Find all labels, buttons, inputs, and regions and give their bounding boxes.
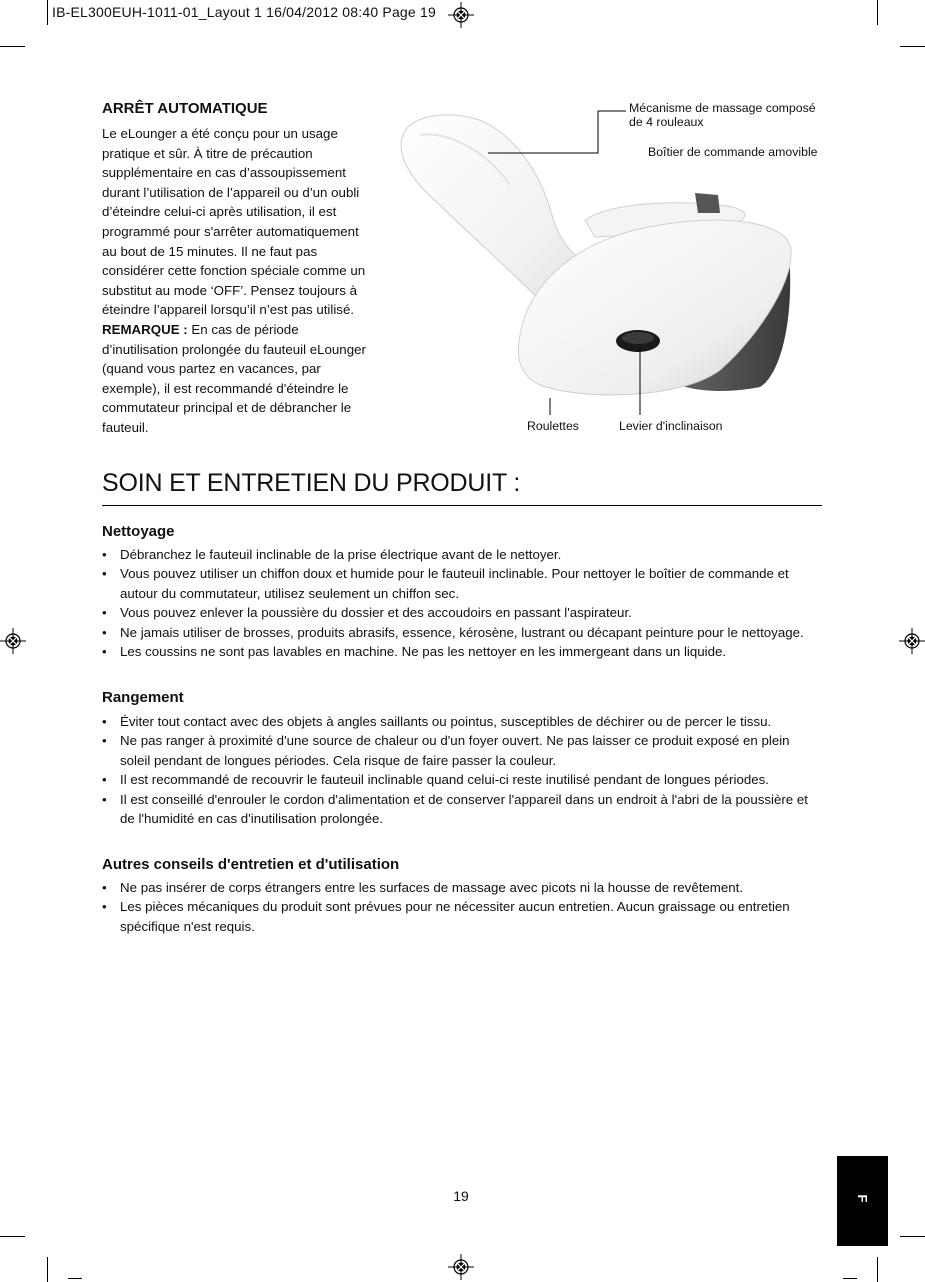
other-tips-list [102,878,822,936]
label-recline-lever: Levier d'inclinaison [619,419,723,433]
chair-figure [380,95,840,440]
note-label: REMARQUE : [102,321,188,337]
list-item: • Les pièces mécaniques du produit sont prévues pour ne nécessiter aucun entretien. Aucun graissage ou entretien spécifique n'est requis. [102,897,822,936]
list-item: • Éviter tout contact avec des objets à angles saillants ou pointus, susceptibles de déchirer ou de percer le tissu. [102,712,822,731]
list-item: • Ne jamais utiliser de brosses, produits abrasifs, essence, kérosène, lustrant ou décapant peinture pour le nettoyage. [102,623,822,642]
page-number: 19 [453,1188,469,1204]
cleaning-list [102,545,822,661]
crop-mark [68,1278,82,1279]
crop-mark [900,1236,925,1237]
crop-mark [0,1236,25,1237]
language-tab [837,1156,888,1246]
label-wheels: Roulettes [527,419,579,433]
section-title-auto-stop: ARRÊT AUTOMATIQUE [102,100,268,117]
registration-mark-icon [899,628,925,654]
crop-mark [900,46,925,47]
crop-mark [0,46,25,47]
list-item: • Débranchez le fauteuil inclinable de la prise électrique avant de le nettoyer. [102,545,822,564]
list-item: • Les coussins ne sont pas lavables en machine. Ne pas les nettoyer en les immergeant dans un liquide. [102,642,822,661]
subheading-cleaning: Nettoyage [102,523,175,540]
label-mechanism-line1: Mécanisme de massage composé [629,101,816,115]
list-item: • Vous pouvez enlever la poussière du dossier et des accoudoirs en passant l'aspirateur. [102,603,822,622]
title-divider [102,505,822,506]
subheading-other-tips: Autres conseils d'entretien et d'utilisation [102,856,400,873]
list-item: • Il est recommandé de recouvrir le fauteuil inclinable quand celui-ci reste inutilisé pendant de longues périodes. [102,770,822,789]
registration-mark-icon [448,2,474,28]
subheading-storage: Rangement [102,689,184,706]
crop-mark [47,1257,48,1282]
crop-mark [843,1278,857,1279]
language-tab-label: F [855,1194,870,1203]
registration-mark-icon [0,628,26,654]
label-massage-mechanism [629,101,816,129]
storage-list [102,712,822,828]
crop-mark [47,0,48,25]
auto-stop-body: Le eLounger a été conçu pour un usage pratique et sûr. À titre de précaution supplémentaire en cas d’assoupissement durant l’utilisation de l’appareil ou d’un oubli d’éteindre celui-ci après utilisation, il est programmé pour s'arrêter automatiquement au bout de 15 minutes. Il ne faut pas considérer cette fonction spéciale comme un substitut au mode ‘OFF’. Pensez toujours à éteindre l’appareil lorsqu’il n’est pas utilisé. [102,126,366,318]
list-item: • Vous pouvez utiliser un chiffon doux et humide pour le fauteuil inclinable. Pour nettoyer le boîtier de commande et autour du commutateur, utilisez seulement un chiffon sec. [102,564,822,603]
page-title: SOIN ET ENTRETIEN DU PRODUIT : [102,469,521,497]
list-item: • Ne pas insérer de corps étrangers entre les surfaces de massage avec picots ni la housse de revêtement. [102,878,822,897]
crop-mark [877,1257,878,1282]
label-control-box: Boîtier de commande amovible [648,145,818,159]
label-mechanism-line2: de 4 rouleaux [629,115,704,129]
auto-stop-paragraph [102,124,374,438]
list-item: • Il est conseillé d'enrouler le cordon d'alimentation et de conserver l'appareil dans un endroit à l'abri de la poussière et de l'humidité en cas d'inutilisation prolongée. [102,790,822,829]
list-item: • Ne pas ranger à proximité d'une source de chaleur ou d'un foyer ouvert. Ne pas laisser ce produit exposé en plein soleil pendant de longues périodes. Cela risque de faire passer la couleur. [102,731,822,770]
note-text: En cas de période d’inutilisation prolongée du fauteuil eLounger (quand vous partez en vacances, par exemple), il est recommandé d'éteindre le commutateur principal et de débrancher le fauteuil. [102,321,366,435]
crop-mark [877,0,878,25]
print-slug: IB-EL300EUH-1011-01_Layout 1 16/04/2012 08:40 Page 19 [52,4,436,20]
registration-mark-icon [448,1254,474,1280]
